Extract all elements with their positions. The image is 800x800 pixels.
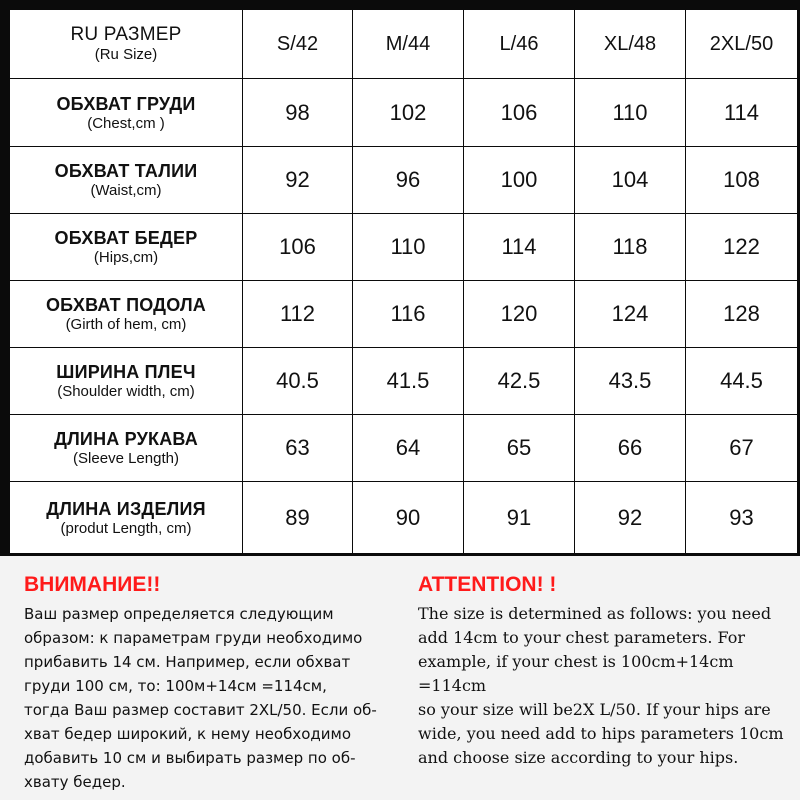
header-ru-label: RU РАЗМЕР (70, 24, 182, 45)
table-cell: 116 (353, 281, 463, 347)
table-cell: 106 (464, 79, 574, 146)
table-cell: 65 (464, 415, 574, 481)
row-label-cell (10, 79, 242, 146)
table-cell: 41.5 (353, 348, 463, 414)
table-cell: 110 (353, 214, 463, 280)
row-ru-label: ОБХВАТ БЕДЕР (54, 228, 198, 248)
table-cell: 128 (686, 281, 797, 347)
row-label-cell (10, 281, 242, 347)
header-en-label: (Ru Size) (94, 46, 158, 63)
row-ru-label: ОБХВАТ ГРУДИ (56, 93, 196, 114)
table-cell: 110 (575, 79, 685, 146)
row-ru-label: ДЛИНА РУКАВА (54, 429, 198, 449)
table-cell: 91 (464, 482, 574, 553)
table-cell: 100 (464, 147, 574, 213)
row-label-cell (10, 415, 242, 481)
table-cell: 98 (243, 79, 352, 146)
row-en-label: (Shoulder width, cm) (57, 383, 195, 400)
table-cell: 114 (686, 79, 797, 146)
notes-section (0, 556, 800, 800)
table-cell: 102 (353, 79, 463, 146)
table-cell: 64 (353, 415, 463, 481)
header-label-cell (10, 10, 242, 78)
row-en-label: (Waist,cm) (90, 182, 162, 199)
table-cell: 96 (353, 147, 463, 213)
table-cell: 120 (464, 281, 574, 347)
attention-title-en: ATTENTION! ! (418, 573, 557, 596)
row-label-cell (10, 147, 242, 213)
row-label-cell (10, 348, 242, 414)
table-cell: 43.5 (575, 348, 685, 414)
note-body-ru: Ваш размер определяется следующим образом: к параметрам груди необходимо прибавить 14 см. Например, если обхват груди 100 см, то: 100м+14см =114см, тогда Ваш размер составит 2XL/50. Если об- хват бедер широкий, к нему необходимо добавить 10 см и выбирать размер по об- хвату бедер. (24, 605, 377, 791)
size-header: M/44 (353, 10, 463, 78)
row-ru-label: ШИРИНА ПЛЕЧ (56, 362, 196, 382)
table-cell: 44.5 (686, 348, 797, 414)
note-english (418, 572, 800, 770)
table-cell: 67 (686, 415, 797, 481)
table-cell: 63 (243, 415, 352, 481)
note-body-en: The size is determined as follows: you need add 14cm to your chest parameters. For example, if your chest is 100cm+14cm =114cm so your size will be2X L/50. If your hips are wide, you need add to hips parameters 10cm and choose size according to your hips. (418, 604, 784, 767)
table-cell: 112 (243, 281, 352, 347)
size-header: L/46 (464, 10, 574, 78)
row-label-cell (10, 482, 242, 553)
row-en-label: (Sleeve Length) (73, 450, 179, 467)
row-label-cell (10, 214, 242, 280)
table-cell: 104 (575, 147, 685, 213)
table-cell: 42.5 (464, 348, 574, 414)
size-chart-grid (10, 10, 797, 553)
note-russian (24, 572, 404, 794)
table-cell: 90 (353, 482, 463, 553)
row-en-label: (Girth of hem, cm) (65, 316, 187, 333)
row-en-label: (Chest,cm ) (87, 114, 165, 132)
row-en-label: (produt Length, cm) (60, 519, 192, 537)
size-header: 2XL/50 (686, 10, 797, 78)
table-cell: 106 (243, 214, 352, 280)
table-cell: 124 (575, 281, 685, 347)
size-header: S/42 (243, 10, 352, 78)
table-cell: 108 (686, 147, 797, 213)
table-cell: 122 (686, 214, 797, 280)
table-cell: 92 (575, 482, 685, 553)
table-cell: 92 (243, 147, 352, 213)
attention-title-ru: ВНИМАНИЕ!! (24, 573, 161, 596)
table-cell: 66 (575, 415, 685, 481)
table-cell: 114 (464, 214, 574, 280)
table-cell: 93 (686, 482, 797, 553)
row-ru-label: ОБХВАТ ТАЛИИ (54, 161, 198, 181)
table-cell: 89 (243, 482, 352, 553)
row-en-label: (Hips,cm) (93, 249, 159, 266)
row-ru-label: ОБХВАТ ПОДОЛА (45, 295, 206, 315)
table-cell: 118 (575, 214, 685, 280)
table-cell: 40.5 (243, 348, 352, 414)
row-ru-label: ДЛИНА ИЗДЕЛИЯ (46, 498, 206, 519)
size-header: XL/48 (575, 10, 685, 78)
